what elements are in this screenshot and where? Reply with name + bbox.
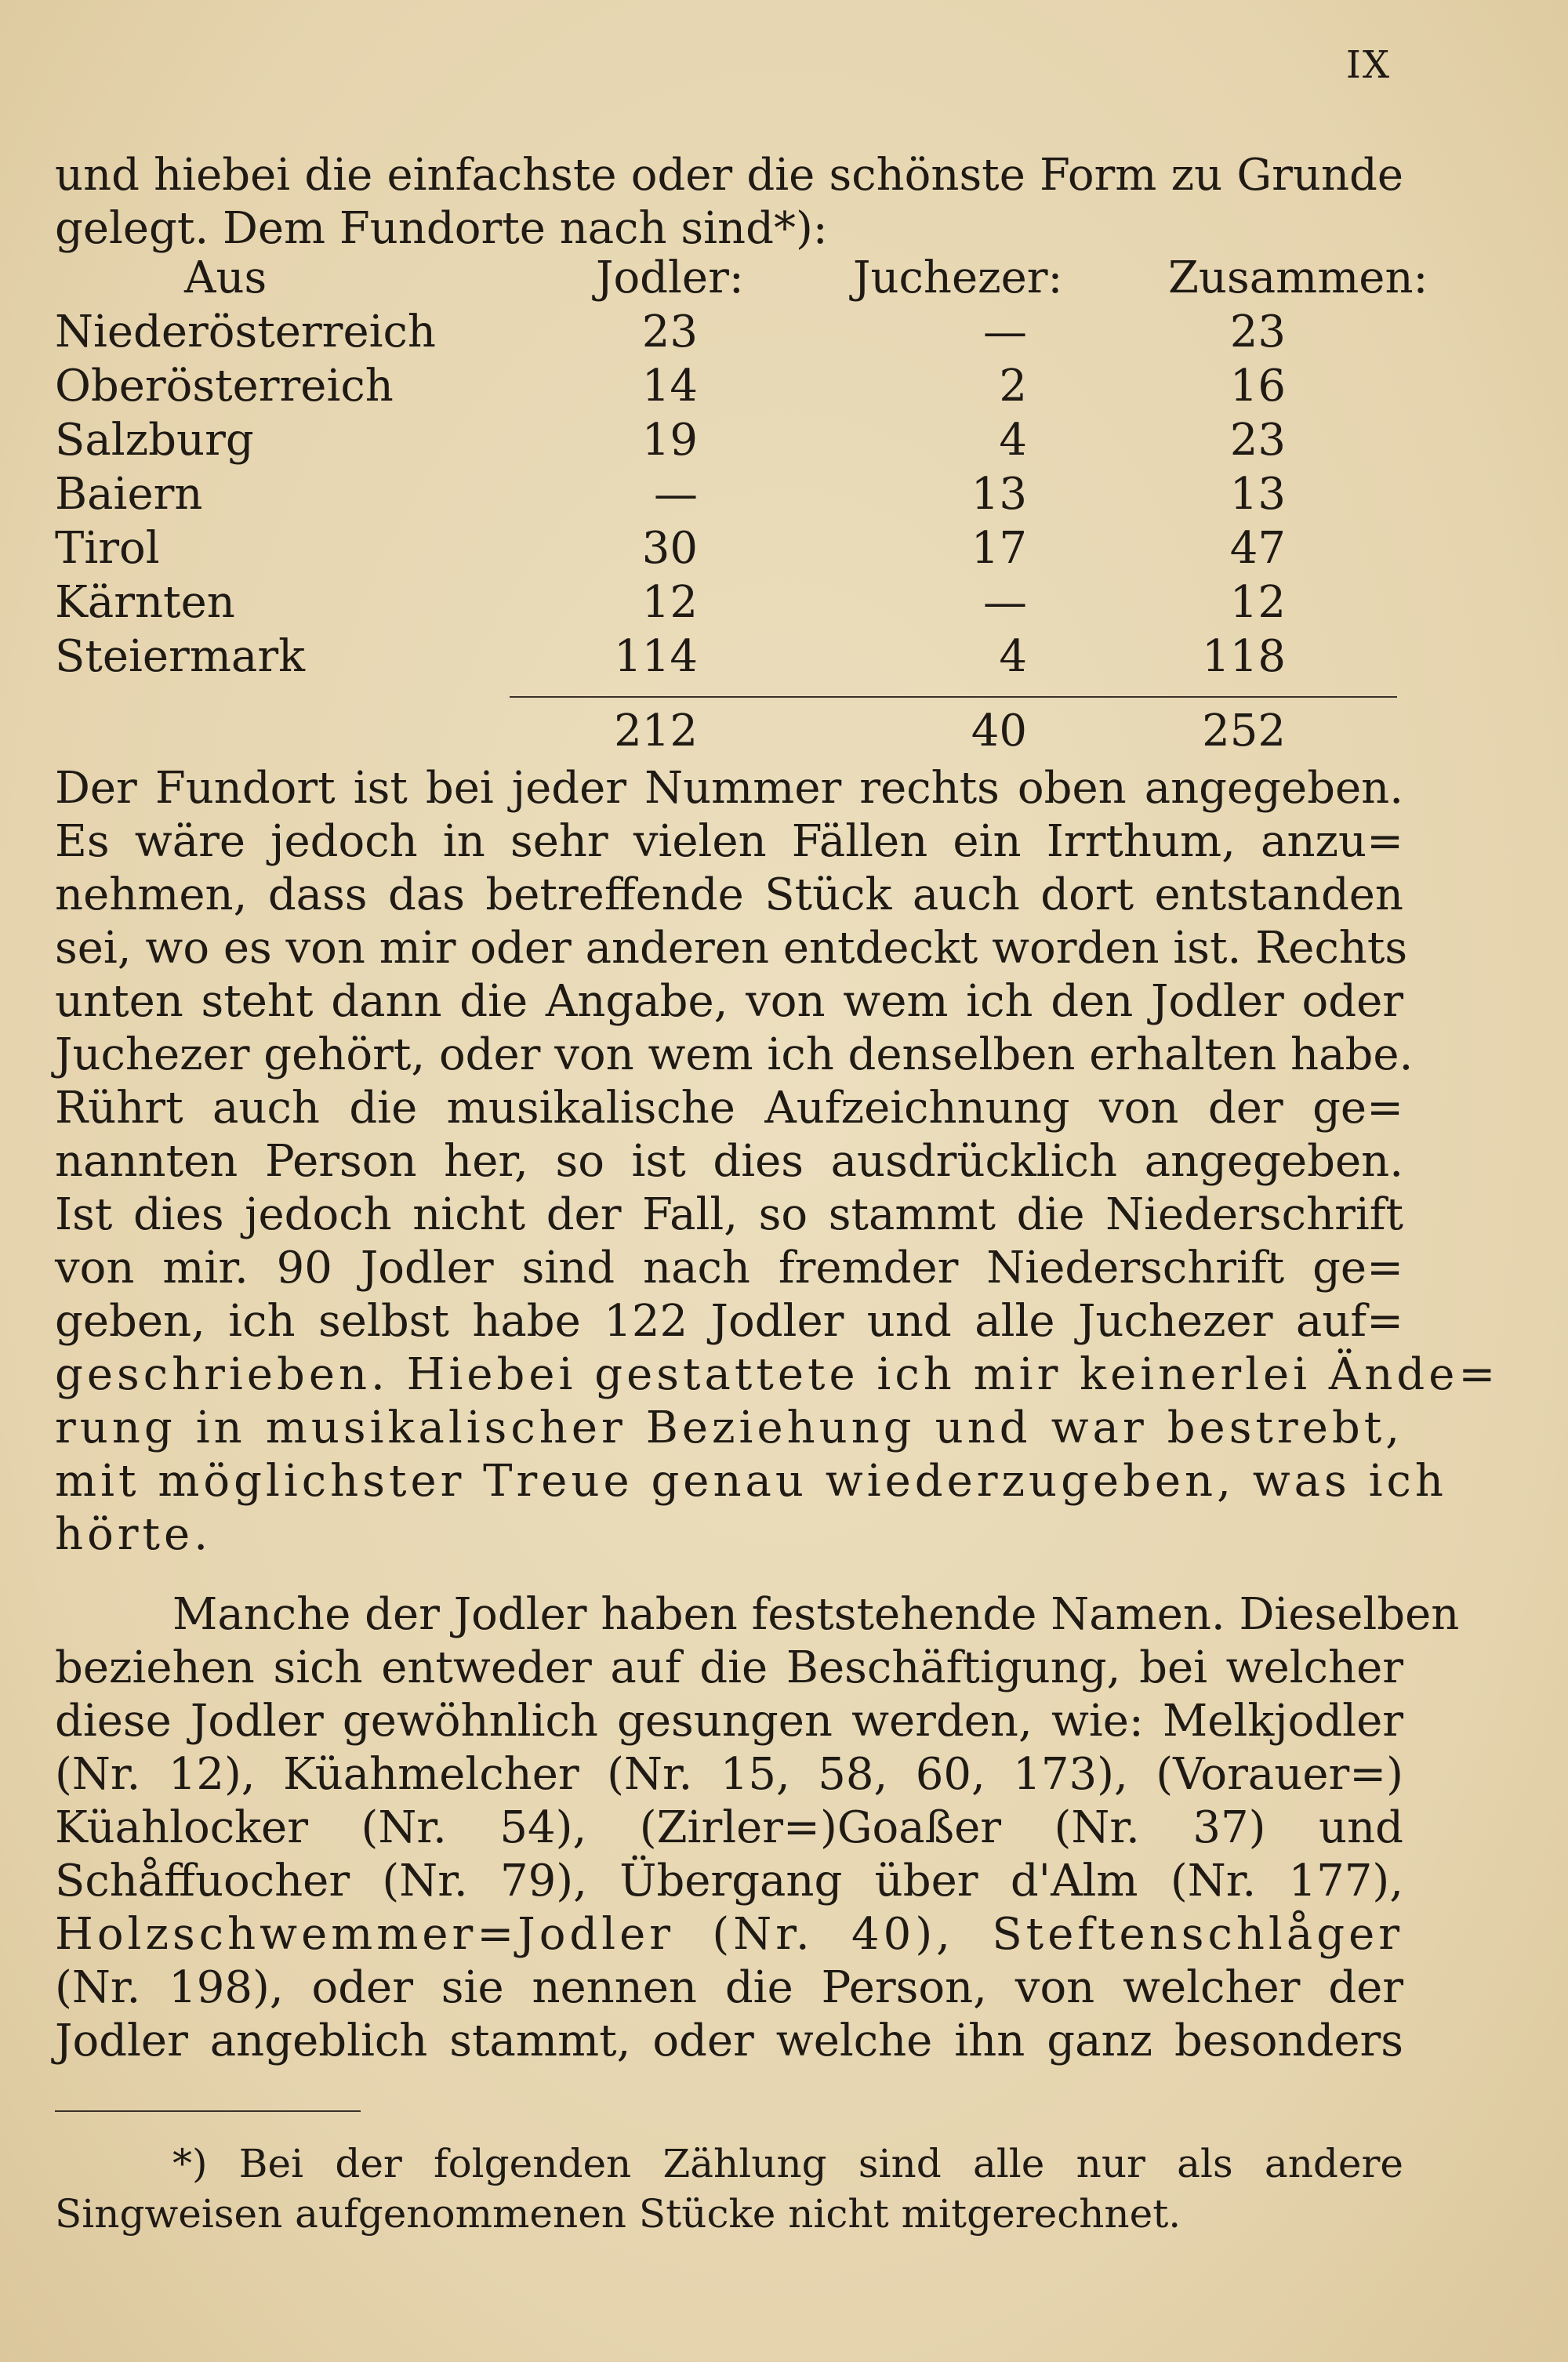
zusammen-cell: 12 xyxy=(1229,577,1286,628)
total-jodler: 212 xyxy=(614,706,698,756)
jodler-cell: — xyxy=(654,469,698,520)
text-line: (Nr. 12), Küahmelcher (Nr. 15, 58, 60, 173), (Vorauer=) xyxy=(55,1749,1403,1800)
jodler-cell: 30 xyxy=(641,523,698,574)
text-line: hörte. xyxy=(55,1509,212,1560)
locations-table xyxy=(55,252,1428,685)
zusammen-cell: 118 xyxy=(1202,631,1286,682)
text-line: nannten Person her, so ist dies ausdrücklich angegeben. xyxy=(55,1136,1403,1187)
juchezer-cell: 4 xyxy=(999,415,1027,466)
footnote xyxy=(55,2139,1403,2239)
zusammen-cell: 23 xyxy=(1229,415,1286,466)
text-line: mit möglichster Treue genau wiederzugeben, was ich xyxy=(55,1456,1447,1507)
total-zusammen: 252 xyxy=(1202,706,1286,756)
zusammen-cell: 13 xyxy=(1229,469,1286,520)
region-cell: Niederösterreich xyxy=(55,307,436,357)
table-row xyxy=(55,415,1403,469)
header-jodler: Jodler: xyxy=(596,252,744,303)
text-line: Der Fundort ist bei jeder Nummer rechts oben angegeben. xyxy=(55,763,1403,814)
text-line: unten steht dann die Angabe, von wem ich den Jodler oder xyxy=(55,976,1403,1027)
region-cell: Baiern xyxy=(55,469,203,520)
paragraph-fundort xyxy=(55,762,1500,1562)
table-row xyxy=(55,469,1403,523)
text-line: und hiebei die einfachste oder die schönste Form zu Grunde xyxy=(55,150,1403,201)
text-line: Küahlocker (Nr. 54), (Zirler=)Goaßer (Nr. 37) und xyxy=(55,1802,1403,1853)
header-juchezer: Juchezer: xyxy=(853,252,1063,303)
text-line: Es wäre jedoch in sehr vielen Fällen ein Irrthum, anzu= xyxy=(55,816,1403,867)
table-row xyxy=(55,307,1403,361)
totals-row xyxy=(55,706,1403,760)
zusammen-cell: 16 xyxy=(1229,361,1286,412)
text-line: nehmen, dass das betreffende Stück auch dort entstanden xyxy=(55,869,1403,920)
footnote-rule xyxy=(55,2110,361,2112)
header-aus: Aus xyxy=(184,252,267,303)
region-cell: Salzburg xyxy=(55,415,254,466)
text-line: von mir. 90 Jodler sind nach fremder Niederschrift ge= xyxy=(55,1243,1403,1293)
text-line: Ist dies jedoch nicht der Fall, so stammt die Niederschrift xyxy=(55,1189,1403,1240)
zusammen-cell: 23 xyxy=(1229,307,1286,357)
header-zusammen: Zusammen: xyxy=(1168,252,1428,303)
footnote-line: Singweisen aufgenommenen Stücke nicht mitgerechnet. xyxy=(55,2191,1181,2237)
juchezer-cell: 17 xyxy=(971,523,1027,574)
totals-rule xyxy=(510,696,1397,698)
jodler-cell: 14 xyxy=(641,361,698,412)
table-row xyxy=(55,631,1403,685)
juchezer-cell: 2 xyxy=(999,361,1027,412)
table-row xyxy=(55,361,1403,415)
text-line: beziehen sich entweder auf die Beschäftigung, bei welcher xyxy=(55,1642,1403,1693)
text-line: Manche der Jodler haben feststehende Namen. Dieselben xyxy=(172,1589,1460,1640)
text-line: gelegt. Dem Fundorte nach sind*): xyxy=(55,203,828,254)
footnote-line: *) Bei der folgenden Zählung sind alle nur als andere xyxy=(172,2141,1403,2186)
text-line: diese Jodler gewöhnlich gesungen werden, wie: Melkjodler xyxy=(55,1696,1403,1747)
juchezer-cell: 13 xyxy=(971,469,1027,520)
text-line: sei, wo es von mir oder anderen entdeckt worden ist. Rechts xyxy=(55,923,1408,974)
total-juchezer: 40 xyxy=(971,706,1027,756)
text-line: Jodler angeblich stammt, oder welche ihn ganz besonders xyxy=(55,2016,1403,2066)
text-line: (Nr. 198), oder sie nennen die Person, von welcher der xyxy=(55,1962,1403,2013)
juchezer-cell: — xyxy=(983,307,1027,357)
region-cell: Kärnten xyxy=(55,577,235,628)
table-row xyxy=(55,577,1403,631)
region-cell: Tirol xyxy=(55,523,160,574)
jodler-cell: 12 xyxy=(641,577,698,628)
text-line: rung in musikalischer Beziehung und war bestrebt, xyxy=(55,1402,1403,1453)
text-line: Schåffuocher (Nr. 79), Übergang über d'Alm (Nr. 177), xyxy=(55,1856,1403,1907)
text-line: Rührt auch die musikalische Aufzeichnung von der ge= xyxy=(55,1083,1403,1134)
text-line: Holzschwemmer=Jodler (Nr. 40), Steftenschlåger xyxy=(55,1909,1403,1960)
juchezer-cell: — xyxy=(983,577,1027,628)
region-cell: Steiermark xyxy=(55,631,306,682)
table-header-row xyxy=(55,252,1428,307)
zusammen-cell: 47 xyxy=(1229,523,1286,574)
jodler-cell: 19 xyxy=(641,415,698,466)
text-line: geschrieben. Hiebei gestattete ich mir keinerlei Ände= xyxy=(55,1349,1500,1400)
paragraph-namen xyxy=(55,1588,1460,2068)
jodler-cell: 23 xyxy=(641,307,698,357)
page-number: IX xyxy=(1345,43,1391,87)
region-cell: Oberösterreich xyxy=(55,361,394,412)
intro-text xyxy=(55,149,1403,256)
text-line: Juchezer gehört, oder von wem ich denselben erhalten habe. xyxy=(55,1029,1414,1080)
table-row xyxy=(55,523,1403,577)
juchezer-cell: 4 xyxy=(999,631,1027,682)
text-line: geben, ich selbst habe 122 Jodler und alle Juchezer auf= xyxy=(55,1296,1403,1347)
jodler-cell: 114 xyxy=(614,631,698,682)
